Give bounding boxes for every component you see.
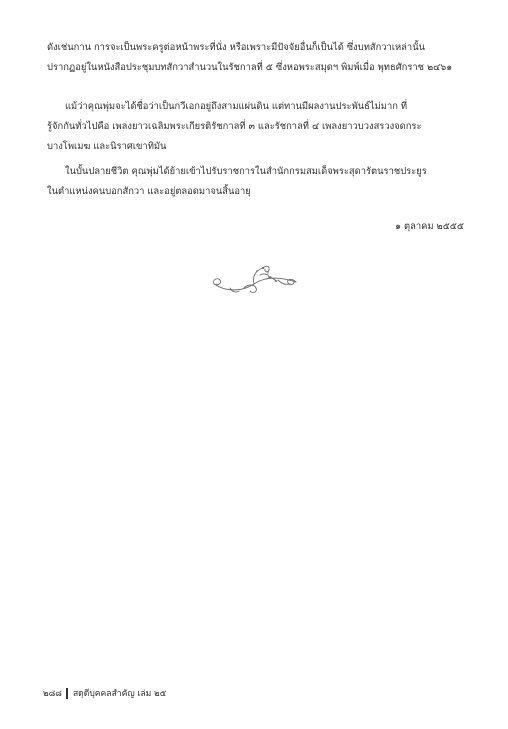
- paragraph-3: [47, 162, 462, 202]
- date-line: ๑ ตุลาคม ๒๕๕๕: [395, 221, 464, 232]
- paragraph-1: [47, 38, 462, 78]
- paragraph-2-line-1: แม้ว่าคุณพุ่มจะได้ชื่อว่าเป็นกวีเอกอยู่ถึงสามแผ่นดิน แต่ทานมีผลงานประพันธ์ไม่มาก ที่: [65, 101, 408, 112]
- paragraph-2-line-2: รู้จักกันทั่วไปคือ เพลงยาวเฉลิมพระเกียรติรัชกาลที่ ๓ และรัชกาลที่ ๔ เพลงยาวบวงสรวงจดกระ: [47, 121, 422, 132]
- floral-ornament-icon: [208, 262, 304, 298]
- paragraph-1-line-2: ปรากฏอยู่ในหนังสือประชุมบทสักวาสำนวนในรัชกาลที่ ๕ ซึ่งหอพระสมุดฯ พิมพ์เมื่อ พุทธศักราช ๒๔๖๑: [47, 62, 453, 73]
- paragraph-1-line-1: ดังเช่นกาน การจะเป็นพระครูต่อหน้าพระที่นั่ง หรือเพราะมีปัจจัยอื่นก็เป็นได้ ซึ่งบทสักวาเหล่านั้น: [47, 42, 426, 53]
- paragraph-2: [47, 97, 462, 157]
- page-number: ๒๘๘: [43, 689, 62, 699]
- page-footer: [43, 686, 166, 700]
- paragraph-2-line-3: บางโพเมฆ และนิราศเขาทิมัน: [47, 141, 167, 152]
- paragraph-3-line-2: ในตำแหน่งคนบอกสักวา และอยู่ตลอดมาจนสิ้นอายุ: [47, 186, 251, 197]
- publication-title: สดุดีบุคคลสำคัญ เล่ม ๒๕: [72, 689, 167, 699]
- paragraph-3-line-1: ในบั้นปลายชีวิต คุณพุ่มได้ย้ายเข้าไปรับราชการในสำนักกรมสมเด็จพระสุดารัตนราชประยูร: [65, 166, 427, 177]
- footer-divider: [66, 688, 68, 699]
